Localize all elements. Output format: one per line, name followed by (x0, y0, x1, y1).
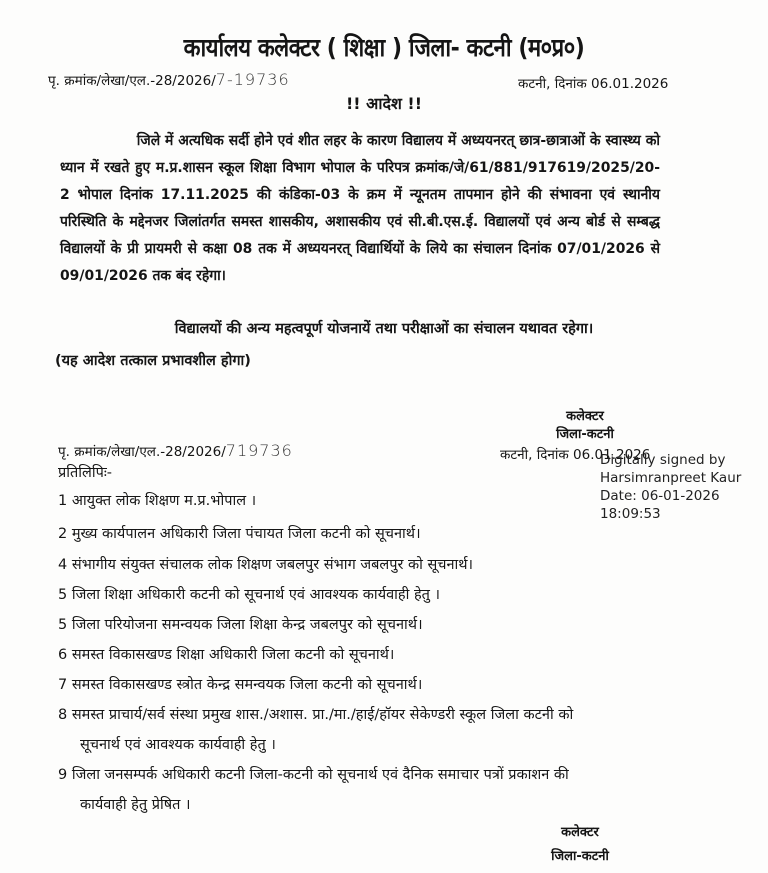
office-title: कार्यालय कलेक्टर ( शिक्षा ) जिला- कटनी (म०प्र०) (183, 33, 585, 62)
copy-item-continuation: सूचनार्थ एवं आवश्यक कार्यवाही हेतु । (80, 737, 276, 753)
item-number: 9 (58, 767, 68, 783)
item-text: आयुक्त लोक शिक्षण म.प्र.भोपाल । (71, 493, 257, 509)
item-text: जिला जनसम्पर्क अधिकारी कटनी जिला-कटनी को सूचनार्थ एवं दैनिक समाचार पत्रों प्रकाशन की (71, 767, 569, 783)
digital-signature-line-1: Digitally signed by (600, 452, 726, 468)
final-signature-designation: कलेक्टर (561, 825, 599, 840)
copy-item (58, 706, 573, 724)
reference-number (48, 70, 290, 89)
order-heading: !! आदेश !! (345, 94, 423, 113)
copy-handwritten-number: 719736 (225, 441, 293, 460)
digital-signature-block (600, 451, 741, 523)
digital-signature-signer: Harsimranpreet Kaur (600, 470, 742, 486)
copy-item (58, 766, 569, 784)
item-number: 1 (58, 493, 68, 509)
item-text: जिला परियोजना समन्वयक जिला शिक्षा केन्द्र जबलपुर को सूचनार्थ। (71, 617, 423, 633)
item-number: 2 (58, 526, 68, 542)
copy-item (58, 646, 394, 664)
signature-designation: कलेक्टर (566, 409, 604, 424)
digital-signature-time: 18:09:53 (600, 506, 661, 522)
item-number: 7 (58, 677, 68, 693)
copy-item (58, 616, 423, 634)
final-signature-district: जिला-कटनी (551, 849, 609, 864)
digital-signature-date: Date: 06-01-2026 (600, 488, 720, 504)
item-number: 5 (58, 617, 68, 633)
item-number: 5 (58, 587, 68, 603)
item-number: 8 (58, 707, 68, 723)
order-body (60, 128, 660, 290)
copy-item (58, 586, 440, 604)
item-text: मुख्य कार्यपालन अधिकारी जिला पंचायत जिला कटनी को सूचनार्थ। (71, 526, 421, 542)
order-paragraph-1: जिले में अत्यधिक सर्दी होने एवं शीत लहर के कारण विद्यालय में अध्ययनरत् छात्र-छात्राओं के स्वास्थ्य को ध्यान में रखते हुए म.प्र.शासन स्कूल शिक्षा विभाग भोपाल के परिपत्र क्रमांक/जे/61/881/917619/2025/20-2 भोपाल दिनांक 17.11.2025 की कंडिका-03 के क्रम में न्यूनतम तापमान होने की संभावना एवं स्थानीय परिस्थिति के मद्देनजर जिलांतर्गत समस्त शासकीय, अशासकीय एवं सी.बी.एस.ई. विद्यालयों एवं अन्य बोर्ड से सम्बद्ध विद्यालयों के प्री प्रायमरी से कक्षा 08 तक में अध्ययनरत् विद्यार्थियों के लिये का संचालन दिनांक 07/01/2026 से 09/01/2026 तक बंद रहेगा। (60, 133, 660, 284)
copy-item (58, 525, 421, 543)
item-text: समस्त विकासखण्ड शिक्षा अधिकारी जिला कटनी को सूचनार्थ। (71, 647, 395, 663)
copy-label: प्रतिलिपिः- (58, 465, 113, 481)
item-number: 6 (58, 647, 68, 663)
item-text: समस्त प्राचार्य/सर्व संस्था प्रमुख शास./अशास. प्रा./मा./हाई/हॉयर सेकेण्डरी स्कूल जिला कटनी को (71, 707, 574, 723)
item-text: संभागीय संयुक्त संचालक लोक शिक्षण जबलपुर संभाग जबलपुर को सूचनार्थ। (71, 557, 474, 573)
copy-reference-number (58, 441, 293, 460)
item-number: 4 (58, 557, 68, 573)
handwritten-number: 7-19736 (215, 70, 290, 89)
item-text: जिला शिक्षा अधिकारी कटनी को सूचनार्थ एवं आवश्यक कार्यवाही हेतु । (71, 587, 441, 603)
copy-item (58, 492, 256, 510)
copy-item (58, 556, 473, 574)
copy-reference-prefix: पृ. क्रमांक/लेखा/एल.-28/2026/ (58, 444, 226, 460)
order-note: (यह आदेश तत्काल प्रभावशील होगा) (55, 353, 251, 369)
order-paragraph-2: विद्यालयों की अन्य महत्वपूर्ण योजनायें तथा परीक्षाओं का संचालन यथावत रहेगा। (174, 321, 594, 337)
place-date: कटनी, दिनांक 06.01.2026 (518, 76, 669, 92)
reference-prefix: पृ. क्रमांक/लेखा/एल.-28/2026/ (48, 73, 216, 89)
signature-district: जिला-कटनी (556, 427, 614, 442)
copy-item (58, 676, 422, 694)
copy-place-date: कटनी, दिनांक 06.01.2026 (500, 447, 651, 463)
copy-item-continuation: कार्यवाही हेतु प्रेषित । (80, 797, 191, 813)
item-text: समस्त विकासखण्ड स्त्रोत केन्द्र समन्वयक जिला कटनी को सूचनार्थ। (71, 677, 423, 693)
